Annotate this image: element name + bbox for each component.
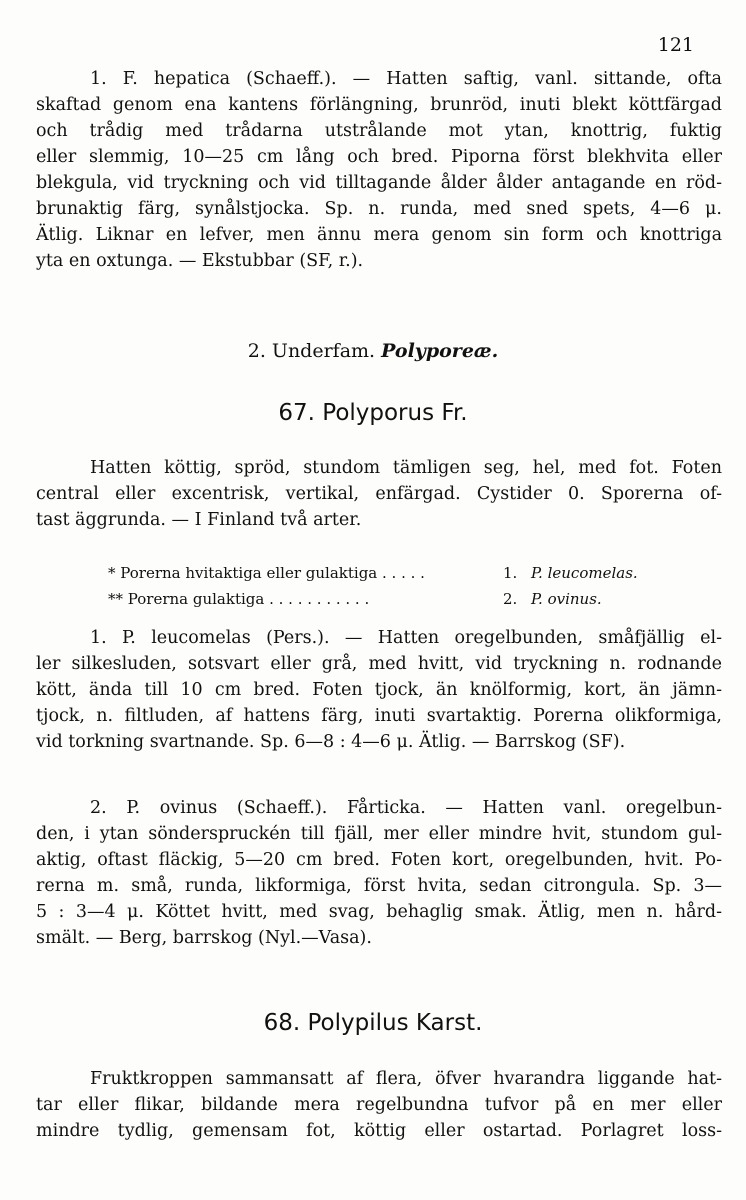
text-line: kött, ända till 10 cm bred. Foten tjock, än knölformig, kort, än jämn- — [36, 680, 722, 700]
text-line: mindre tydlig, gemensam fot, köttig eller ostartad. Porlagret loss- — [36, 1121, 722, 1141]
key-species: P. leucomelas. — [531, 564, 638, 582]
text-line: rerna m. små, runda, likformiga, först hvita, sedan citrongula. Sp. 3— — [36, 876, 722, 896]
key-label: * Porerna hvitaktiga eller gulaktiga . . . . . — [108, 564, 425, 582]
genus-68-description — [36, 1066, 722, 1144]
text-line: yta en oxtunga. — Ekstubbar (SF, r.). — [36, 251, 364, 271]
subfamily-prefix: 2. Underfam. — [247, 340, 376, 362]
species-hepatica-paragraph — [36, 66, 722, 274]
key-entry — [108, 586, 638, 612]
key-species: P. ovinus. — [531, 590, 602, 608]
genus-67-description — [36, 455, 722, 533]
text-line: 2. P. ovinus (Schaeff.). Fårticka. — Hatten vanl. oregelbun- — [90, 798, 722, 818]
text-line: 1. F. hepatica (Schaeff.). — Hatten saftig, vanl. sittande, ofta — [90, 69, 722, 89]
text-line: tast äggrunda. — I Finland två arter. — [36, 510, 362, 530]
species-ovinus-paragraph — [36, 795, 722, 951]
genus-68-heading: 68. Polypilus Karst. — [263, 1010, 483, 1036]
key-number: 1. — [503, 564, 518, 582]
text-line: 1. P. leucomelas (Pers.). — Hatten oregelbunden, småfjällig el- — [90, 628, 722, 648]
key-number: 2. — [503, 590, 518, 608]
text-line: central eller excentrisk, vertikal, enfärgad. Cystider 0. Sporerna of- — [36, 484, 722, 504]
text-line: Hatten köttig, spröd, stundom tämligen seg, hel, med fot. Foten — [90, 458, 722, 478]
text-line: brunaktig färg, synålstjocka. Sp. n. runda, med sned spets, 4—6 μ. — [36, 199, 722, 219]
text-line: Ätlig. Liknar en lefver, men ännu mera genom sin form och knottriga — [36, 225, 722, 245]
species-key — [108, 560, 638, 612]
text-line: tar eller flikar, bildande mera regelbundna tufvor på en mer eller — [36, 1095, 722, 1115]
text-line: blekgula, vid tryckning och vid tilltagande ålder ålder antagande en röd- — [36, 173, 722, 193]
text-line: eller slemmig, 10—25 cm lång och bred. Piporna först blekhvita eller — [36, 147, 722, 167]
text-line: aktig, oftast fläckig, 5—20 cm bred. Foten kort, oregelbunden, hvit. Po- — [36, 850, 722, 870]
genus-67-heading: 67. Polyporus Fr. — [278, 400, 468, 426]
text-line: smält. — Berg, barrskog (Nyl.—Vasa). — [36, 928, 372, 948]
text-line: Fruktkroppen sammansatt af flera, öfver hvarandra liggande hat- — [90, 1069, 722, 1089]
subfamily-heading — [0, 340, 746, 362]
text-line: skaftad genom ena kantens förlängning, brunröd, inuti blekt köttfärgad — [36, 95, 722, 115]
subfamily-name: Polyporeæ. — [381, 340, 499, 362]
text-line: vid torkning svartnande. Sp. 6—8 : 4—6 μ. Ätlig. — Barrskog (SF). — [36, 732, 626, 752]
text-line: ler silkesluden, sotsvart eller grå, med hvitt, vid tryckning n. rodnande — [36, 654, 722, 674]
text-line: tjock, n. filtluden, af hattens färg, inuti svartaktig. Porerna olikformiga, — [36, 706, 722, 726]
key-label: ** Porerna gulaktiga . . . . . . . . . . . — [108, 590, 370, 608]
species-leucomelas-paragraph — [36, 625, 722, 755]
page-number: 121 — [657, 34, 694, 56]
key-entry — [108, 560, 638, 586]
text-line: och trådig med trådarna utstrålande mot ytan, knottrig, fuktig — [36, 121, 722, 141]
text-line: 5 : 3—4 μ. Köttet hvitt, med svag, behaglig smak. Ätlig, men n. hård- — [36, 902, 722, 922]
text-line: den, i ytan sönderspruckén till fjäll, mer eller mindre hvit, stundom gul- — [36, 824, 722, 844]
